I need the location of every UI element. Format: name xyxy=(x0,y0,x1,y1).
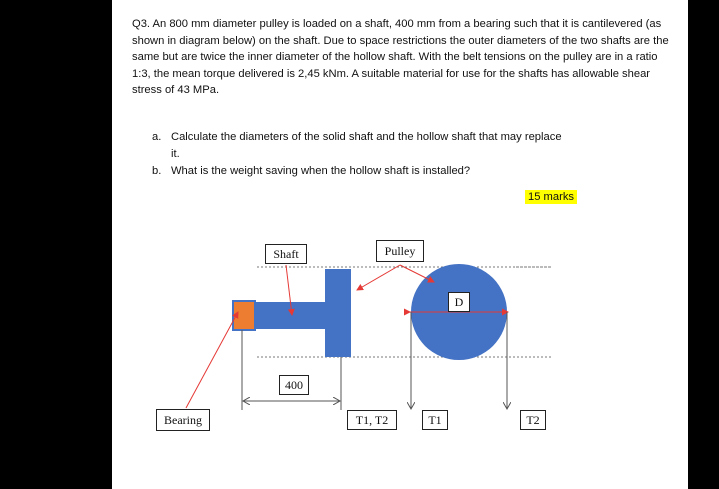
t2-label: T2 xyxy=(520,410,546,430)
part-b-letter: b. xyxy=(152,165,162,177)
pulley-label: Pulley xyxy=(376,240,424,262)
diameter-d-label: D xyxy=(448,292,470,312)
pulley-hub xyxy=(325,269,351,357)
document-page xyxy=(112,0,688,489)
pulley-leader-hub xyxy=(357,265,400,290)
t1-t2-label: T1, T2 xyxy=(347,410,397,430)
shaft-label: Shaft xyxy=(265,244,307,264)
question-text: Q3. An 800 mm diameter pulley is loaded on a shaft, 400 mm from a bearing such that it is cantilevered (as shown in diagram below) on the shaft. Due to space restrictions the outer diameters of the two shafts are the same but are twice the inner diameter of the hollow shaft. With the belt tensions on the pulley are in a ratio 1:3, the mean torque delivered is 2,45 kNm. A suitable material for use for the shafts has allowable shear stress of 43 MPa. xyxy=(132,18,669,97)
part-a-letter: a. xyxy=(152,131,162,143)
part-a-text: Calculate the diameters of the solid shaft and the hollow shaft that may replace it. xyxy=(171,131,562,160)
part-b-text: What is the weight saving when the hollow shaft is installed? xyxy=(171,165,471,177)
shaft-body xyxy=(255,302,335,329)
t1-label: T1 xyxy=(422,410,448,430)
bearing-label: Bearing xyxy=(156,409,210,431)
marks-badge: 15 marks xyxy=(525,190,577,204)
pulley-leader-disc xyxy=(400,265,434,282)
bearing-leader xyxy=(186,312,238,408)
dimension-400-label: 400 xyxy=(279,375,309,395)
